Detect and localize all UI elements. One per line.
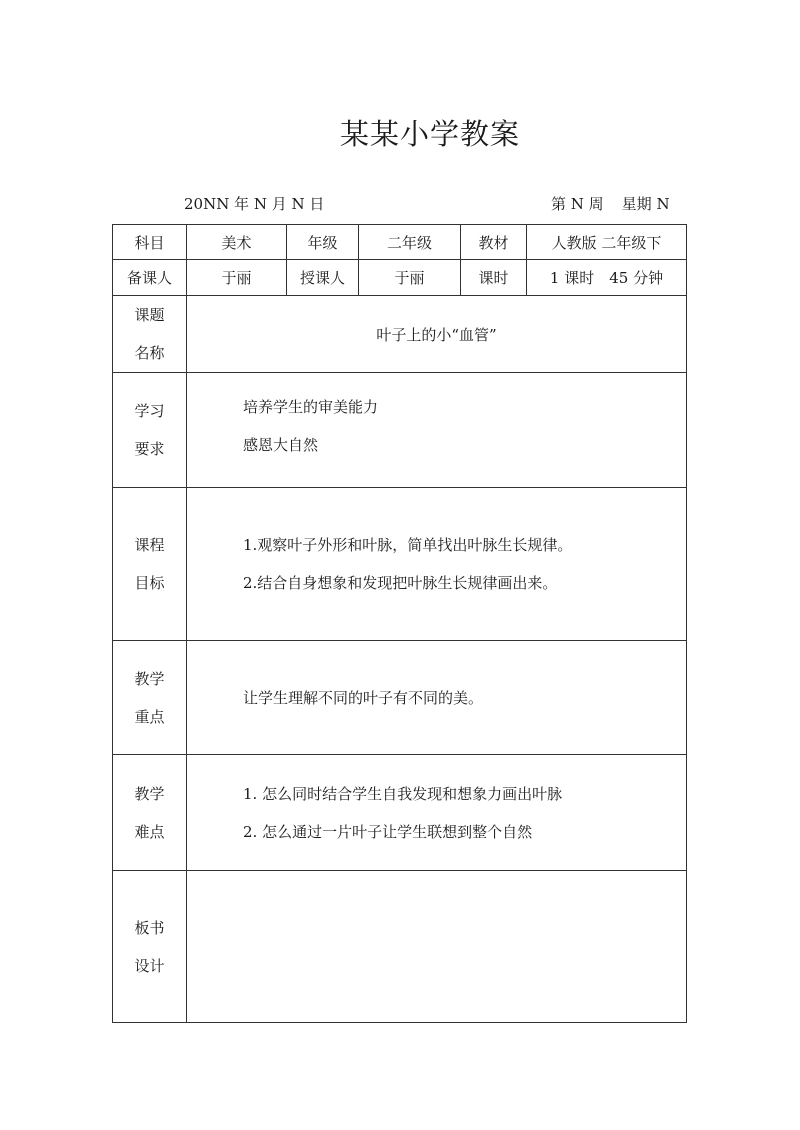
- difficulties-label-line1: 教学: [134, 784, 165, 803]
- difficulties-line-1: 1. 怎么同时结合学生自我发现和想象力画出叶脉: [243, 784, 563, 803]
- week-number: 第 N 周: [551, 195, 604, 213]
- topic-label-line2: 名称: [134, 344, 165, 362]
- period-label: 课时: [461, 260, 527, 296]
- difficulties-label: [113, 755, 187, 871]
- objectives-line-1: 1.观察叶子外形和叶脉，简单找出叶脉生长规律。: [243, 536, 573, 554]
- board-content: [187, 871, 687, 1023]
- objectives-label: [113, 488, 187, 641]
- lesson-date: 20NN 年 N 月 N 日: [184, 195, 325, 213]
- key-points-label: [113, 641, 187, 755]
- board-label-line2: 设计: [134, 956, 165, 975]
- objectives-content: [187, 488, 687, 641]
- preparer-label: 备课人: [113, 260, 187, 296]
- requirements-line-2: 感恩大自然: [243, 436, 319, 454]
- document-title: 某某小学教案: [339, 117, 520, 151]
- board-label-line1: 板书: [134, 918, 165, 937]
- difficulties-label-line2: 难点: [134, 822, 165, 841]
- requirements-label: [113, 373, 187, 488]
- requirements-label-line2: 要求: [134, 440, 165, 458]
- table-row-difficulties: [113, 755, 687, 871]
- subject-value: 美术: [187, 225, 287, 260]
- table-row-objectives: [113, 488, 687, 641]
- objectives-label-line1: 课程: [134, 536, 165, 554]
- teacher-value: 于丽: [359, 260, 461, 296]
- textbook-label: 教材: [461, 225, 527, 260]
- grade-value: 二年级: [359, 225, 461, 260]
- difficulties-line-2: 2. 怎么通过一片叶子让学生联想到整个自然: [243, 822, 533, 841]
- key-points-line-1: 让学生理解不同的叶子有不同的美。: [243, 688, 484, 707]
- grade-label: 年级: [287, 225, 359, 260]
- objectives-line-2: 2.结合自身想象和发现把叶脉生长规律画出来。: [243, 574, 558, 592]
- table-row-teacher: [113, 260, 687, 296]
- requirements-label-line1: 学习: [134, 402, 165, 420]
- period-value: 1 课时 45 分钟: [527, 260, 687, 296]
- table-row-key-points: [113, 641, 687, 755]
- table-row-topic: [113, 296, 687, 373]
- week-info: [551, 193, 670, 214]
- table-row-subject: [113, 225, 687, 260]
- preparer-value: 于丽: [187, 260, 287, 296]
- requirements-line-1: 培养学生的审美能力: [243, 398, 379, 416]
- key-points-label-line2: 重点: [134, 707, 165, 726]
- table-row-board: [113, 871, 687, 1023]
- weekday: 星期 N: [621, 195, 670, 213]
- textbook-value: 人教版 二年级下: [527, 225, 687, 260]
- lesson-plan-table: [112, 224, 687, 1023]
- difficulties-content: [187, 755, 687, 871]
- teacher-label: 授课人: [287, 260, 359, 296]
- table-row-requirements: [113, 373, 687, 488]
- key-points-content: [187, 641, 687, 755]
- topic-label: [113, 296, 187, 373]
- requirements-content: [187, 373, 687, 488]
- topic-value: 叶子上的小“血管”: [187, 296, 687, 373]
- objectives-label-line2: 目标: [134, 574, 165, 592]
- key-points-label-line1: 教学: [134, 669, 165, 688]
- board-label: [113, 871, 187, 1023]
- subject-label: 科目: [113, 225, 187, 260]
- topic-label-line1: 课题: [134, 306, 165, 324]
